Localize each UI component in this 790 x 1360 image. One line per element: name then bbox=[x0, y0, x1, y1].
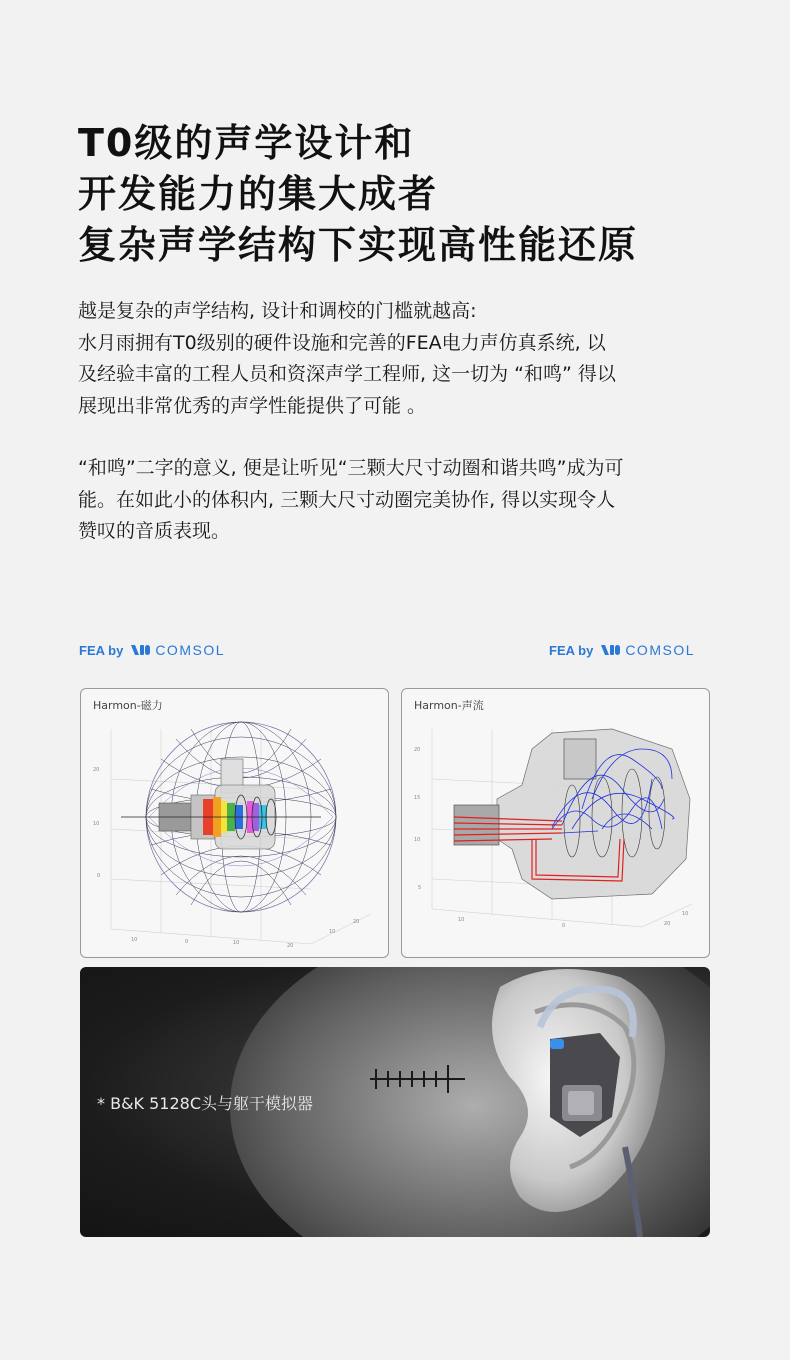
svg-text:20: 20 bbox=[93, 767, 100, 773]
meaning-line-2: 能。在如此小的体积内, 三颗大尺寸动圈完美协作, 得以实现令人 bbox=[78, 488, 616, 511]
fea-badge-left bbox=[79, 640, 225, 660]
intro-line-2: 水月雨拥有T0级别的硬件设施和完善的FEA电力声仿真系统, 以 bbox=[78, 331, 606, 354]
headline-line-1: T0级的声学设计和 bbox=[78, 121, 415, 165]
svg-text:0: 0 bbox=[562, 923, 566, 929]
meaning-paragraph bbox=[78, 453, 718, 548]
svg-text:0: 0 bbox=[97, 873, 101, 879]
meaning-line-1: “和鸣”二字的意义, 便是让听见“三颗大尺寸动圈和谐共鸣”成为可 bbox=[78, 457, 624, 479]
svg-text:10: 10 bbox=[233, 940, 240, 946]
intro-line-1: 越是复杂的声学结构, 设计和调校的门槛就越高: bbox=[78, 300, 477, 322]
svg-text:15: 15 bbox=[414, 795, 421, 801]
meaning-line-3: 赞叹的音质表现。 bbox=[78, 520, 231, 542]
headline-line-2: 开发能力的集大成者 bbox=[78, 172, 439, 216]
comsol-logo-icon bbox=[601, 644, 621, 656]
photo-caption: * B&K 5128C头与躯干模拟器 bbox=[97, 1094, 314, 1113]
svg-text:20: 20 bbox=[664, 921, 671, 927]
svg-text:10: 10 bbox=[458, 917, 465, 923]
acoustic-panel-label: Harmon-声流 bbox=[414, 699, 484, 712]
comsol-logo-icon bbox=[131, 644, 151, 656]
fea-prefix: FEA by bbox=[79, 642, 124, 658]
svg-text:10: 10 bbox=[93, 821, 100, 827]
fea-prefix: FEA by bbox=[549, 642, 594, 658]
magnetic-simulation-panel bbox=[80, 688, 389, 958]
comsol-brand: COMSOL bbox=[155, 642, 225, 658]
headline-line-3: 复杂声学结构下实现高性能还原 bbox=[78, 223, 639, 267]
magnetic-panel-label: Harmon-磁力 bbox=[93, 699, 163, 712]
comsol-brand: COMSOL bbox=[625, 642, 695, 658]
svg-text:10: 10 bbox=[329, 929, 336, 935]
svg-text:20: 20 bbox=[414, 747, 421, 753]
acoustic-flow-plot bbox=[402, 689, 709, 957]
svg-text:20: 20 bbox=[353, 919, 360, 925]
acoustic-flow-panel bbox=[401, 688, 710, 958]
svg-text:20: 20 bbox=[287, 943, 294, 949]
svg-text:0: 0 bbox=[185, 939, 189, 945]
svg-text:10: 10 bbox=[131, 937, 138, 943]
magnetic-field-plot bbox=[81, 689, 388, 957]
headline bbox=[78, 118, 638, 271]
intro-line-3: 及经验丰富的工程人员和资深声学工程师, 这一切为 “和鸣” 得以 bbox=[78, 363, 616, 385]
svg-text:10: 10 bbox=[682, 911, 689, 917]
svg-text:5: 5 bbox=[418, 885, 422, 891]
intro-line-4: 展现出非常优秀的声学性能提供了可能 。 bbox=[78, 394, 427, 417]
svg-text:10: 10 bbox=[414, 837, 421, 843]
intro-paragraph bbox=[78, 296, 718, 422]
ear-simulator-photo bbox=[80, 967, 710, 1237]
fea-badge-right bbox=[549, 640, 695, 660]
